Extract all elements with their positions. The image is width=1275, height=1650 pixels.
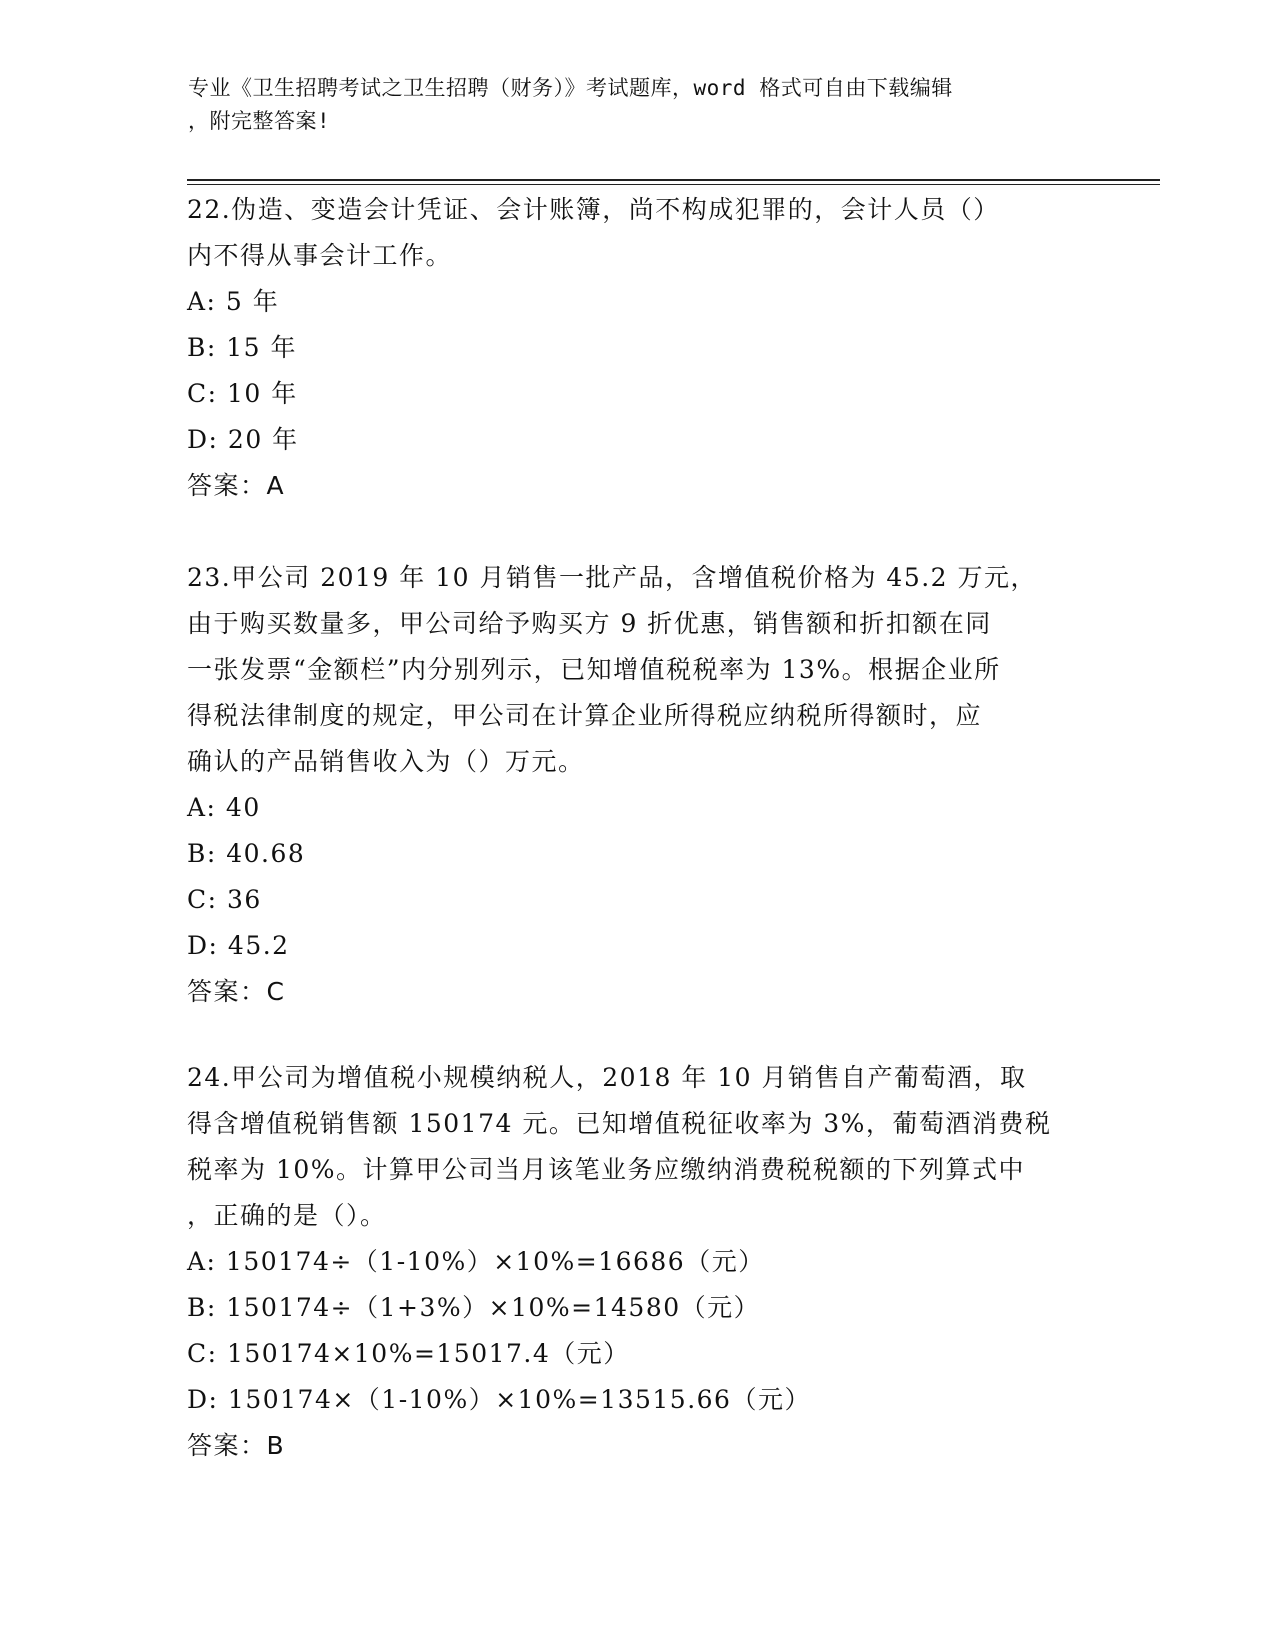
- option-a: A: 40: [187, 793, 261, 822]
- stem-line: 确认的产品销售收入为（）万元。: [187, 747, 585, 776]
- option-d: D: 150174×（1-10%）×10%=13515.66（元）: [187, 1385, 811, 1414]
- stem-line: 24.甲公司为增值税小规模纳税人，2018 年 10 月销售自产葡萄酒，取: [187, 1063, 1027, 1092]
- answer-label: 答案：C: [187, 977, 286, 1006]
- option-b: B: 40.68: [187, 839, 306, 868]
- option-c: C: 36: [187, 885, 262, 914]
- stem-line: 税率为 10%。计算甲公司当月该笔业务应缴纳消费税税额的下列算式中: [187, 1155, 1026, 1184]
- option-c: C: 150174×10%=15017.4（元）: [187, 1339, 630, 1368]
- answer-label: 答案：B: [187, 1431, 286, 1460]
- stem-line: 由于购买数量多，甲公司给予购买方 9 折优惠，销售额和折扣额在同: [187, 609, 992, 638]
- question-23: [187, 555, 1087, 1015]
- header-line-1: 专业《卫生招聘考试之卫生招聘（财务）》考试题库，word 格式可自由下载编辑: [188, 76, 953, 100]
- answer-label: 答案：A: [187, 471, 286, 500]
- option-d: D: 45.2: [187, 931, 290, 960]
- option-a: A: 150174÷（1-10%）×10%=16686（元）: [187, 1247, 765, 1276]
- question-stem: [187, 1055, 1087, 1239]
- question-stem: [187, 187, 1087, 279]
- option-b: B: 15 年: [187, 333, 297, 362]
- question-22: [187, 187, 1087, 509]
- stem-line: 内不得从事会计工作。: [187, 241, 453, 270]
- option-b: B: 150174÷（1+3%）×10%=14580（元）: [187, 1293, 761, 1322]
- header-divider: [187, 179, 1160, 185]
- option-d: D: 20 年: [187, 425, 299, 454]
- stem-line: 一张发票“金额栏”内分别列示，已知增值税税率为 13%。根据企业所: [187, 655, 1001, 684]
- stem-line: 22.伪造、变造会计凭证、会计账簿，尚不构成犯罪的，会计人员（）: [187, 195, 1000, 224]
- option-a: A: 5 年: [187, 287, 280, 316]
- question-24: [187, 1055, 1087, 1469]
- stem-line: 得税法律制度的规定，甲公司在计算企业所得税应纳税所得额时，应: [187, 701, 983, 730]
- stem-line: 得含增值税销售额 150174 元。已知增值税征收率为 3%，葡萄酒消费税: [187, 1109, 1052, 1138]
- document-header: [188, 72, 1088, 138]
- stem-line: ，正确的是（）。: [187, 1201, 387, 1230]
- option-c: C: 10 年: [187, 379, 298, 408]
- header-line-2: ，附完整答案!: [188, 109, 331, 133]
- question-stem: [187, 555, 1087, 785]
- stem-line: 23.甲公司 2019 年 10 月销售一批产品，含增值税价格为 45.2 万元，: [187, 563, 1038, 592]
